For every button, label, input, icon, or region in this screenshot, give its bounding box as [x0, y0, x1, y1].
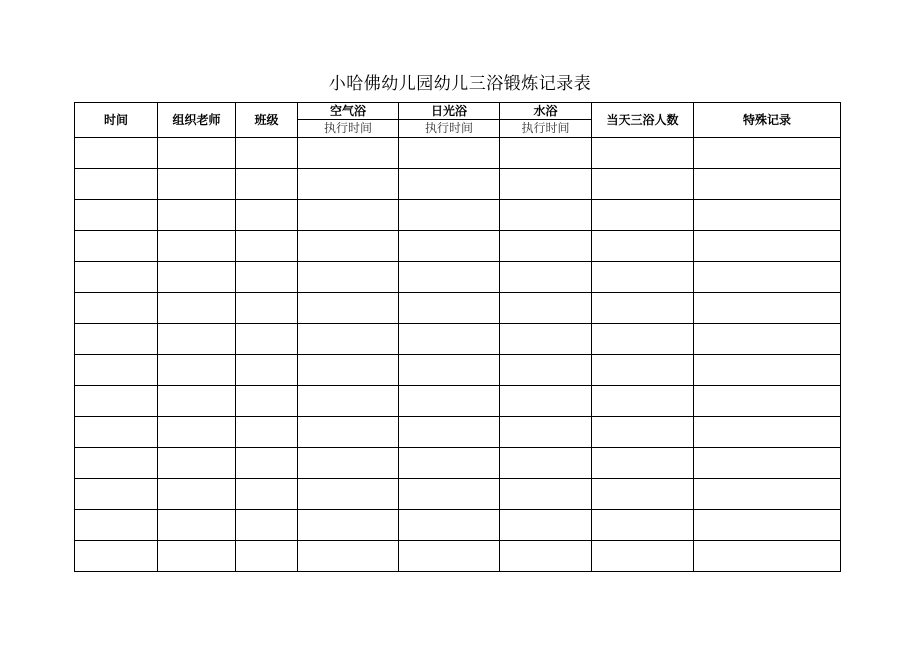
table-cell[interactable]: [399, 355, 500, 386]
table-cell[interactable]: [75, 510, 158, 541]
table-cell[interactable]: [236, 293, 298, 324]
table-cell[interactable]: [236, 200, 298, 231]
table-cell[interactable]: [694, 200, 841, 231]
table-cell[interactable]: [592, 200, 694, 231]
table-cell[interactable]: [236, 386, 298, 417]
table-cell[interactable]: [500, 510, 592, 541]
table-cell[interactable]: [298, 138, 399, 169]
table-cell[interactable]: [694, 169, 841, 200]
table-cell[interactable]: [399, 417, 500, 448]
table-cell[interactable]: [236, 262, 298, 293]
table-cell[interactable]: [399, 479, 500, 510]
table-cell[interactable]: [236, 231, 298, 262]
header-row: [75, 103, 841, 120]
subheader-water-exec-time: 执行时间: [500, 120, 592, 138]
table-cell[interactable]: [500, 324, 592, 355]
table-cell[interactable]: [592, 479, 694, 510]
table-cell[interactable]: [500, 169, 592, 200]
table-cell[interactable]: [399, 541, 500, 572]
table-cell[interactable]: [694, 479, 841, 510]
table-row: [75, 169, 841, 200]
table-cell[interactable]: [75, 200, 158, 231]
table-cell[interactable]: [158, 479, 236, 510]
table-cell[interactable]: [694, 355, 841, 386]
table-cell[interactable]: [75, 541, 158, 572]
table-cell[interactable]: [158, 417, 236, 448]
table-cell[interactable]: [399, 231, 500, 262]
header-time: 时间: [75, 103, 158, 138]
table-row: [75, 417, 841, 448]
subheader-sun-exec-time: 执行时间: [399, 120, 500, 138]
table-cell[interactable]: [298, 355, 399, 386]
table-cell[interactable]: [592, 138, 694, 169]
table-cell[interactable]: [399, 293, 500, 324]
table-cell[interactable]: [298, 479, 399, 510]
table-cell[interactable]: [236, 138, 298, 169]
table-cell[interactable]: [75, 324, 158, 355]
table-cell[interactable]: [298, 541, 399, 572]
header-class: 班级: [236, 103, 298, 138]
bath-exercise-record-table: [74, 102, 841, 572]
table-cell[interactable]: [158, 355, 236, 386]
table-cell[interactable]: [399, 138, 500, 169]
table-cell[interactable]: [500, 417, 592, 448]
table-cell[interactable]: [500, 386, 592, 417]
table-row: [75, 355, 841, 386]
table-cell[interactable]: [694, 138, 841, 169]
table-cell[interactable]: [75, 386, 158, 417]
table-cell[interactable]: [399, 386, 500, 417]
table-cell[interactable]: [158, 169, 236, 200]
table-cell[interactable]: [500, 293, 592, 324]
table-cell[interactable]: [236, 510, 298, 541]
table-cell[interactable]: [298, 262, 399, 293]
table-cell[interactable]: [75, 355, 158, 386]
table-cell[interactable]: [75, 262, 158, 293]
table-row: [75, 231, 841, 262]
table-cell[interactable]: [298, 324, 399, 355]
table-cell[interactable]: [75, 138, 158, 169]
table-cell[interactable]: [158, 262, 236, 293]
table-cell[interactable]: [500, 200, 592, 231]
table-cell[interactable]: [500, 262, 592, 293]
table-cell[interactable]: [236, 355, 298, 386]
table-cell[interactable]: [592, 169, 694, 200]
table-row: [75, 200, 841, 231]
table-cell[interactable]: [592, 262, 694, 293]
table-cell[interactable]: [298, 386, 399, 417]
table-cell[interactable]: [399, 448, 500, 479]
table-cell[interactable]: [158, 231, 236, 262]
table-cell[interactable]: [694, 386, 841, 417]
table-cell[interactable]: [399, 324, 500, 355]
table-cell[interactable]: [75, 231, 158, 262]
table-cell[interactable]: [75, 169, 158, 200]
table-cell[interactable]: [500, 541, 592, 572]
table-row: [75, 541, 841, 572]
table-cell[interactable]: [158, 386, 236, 417]
table-cell[interactable]: [298, 448, 399, 479]
table-cell[interactable]: [75, 417, 158, 448]
table-cell[interactable]: [694, 541, 841, 572]
table-row: [75, 510, 841, 541]
table-cell[interactable]: [500, 479, 592, 510]
table-cell[interactable]: [694, 262, 841, 293]
table-cell[interactable]: [236, 541, 298, 572]
header-water-bath: 水浴: [500, 103, 592, 120]
table-cell[interactable]: [236, 479, 298, 510]
table-cell[interactable]: [236, 448, 298, 479]
table-cell[interactable]: [399, 262, 500, 293]
subheader-air-exec-time: 执行时间: [298, 120, 399, 138]
table-row: [75, 324, 841, 355]
table-cell[interactable]: [592, 324, 694, 355]
table-row: [75, 262, 841, 293]
table-cell[interactable]: [236, 324, 298, 355]
table-cell[interactable]: [158, 541, 236, 572]
header-sun-bath: 日光浴: [399, 103, 500, 120]
table-cell[interactable]: [592, 293, 694, 324]
table-cell[interactable]: [75, 293, 158, 324]
table-cell[interactable]: [694, 293, 841, 324]
table-cell[interactable]: [592, 386, 694, 417]
table-cell[interactable]: [298, 417, 399, 448]
table-cell[interactable]: [158, 510, 236, 541]
header-special-notes: 特殊记录: [694, 103, 841, 138]
header-air-bath: 空气浴: [298, 103, 399, 120]
table-row: [75, 386, 841, 417]
table-cell[interactable]: [592, 355, 694, 386]
table-cell[interactable]: [500, 231, 592, 262]
table-cell[interactable]: [158, 138, 236, 169]
page-title: 小哈佛幼儿园幼儿三浴锻炼记录表: [328, 74, 592, 94]
table-cell[interactable]: [298, 293, 399, 324]
table-cell[interactable]: [592, 417, 694, 448]
table-cell[interactable]: [158, 324, 236, 355]
table-cell[interactable]: [399, 200, 500, 231]
header-bath-count: 当天三浴人数: [592, 103, 694, 138]
table-cell[interactable]: [500, 448, 592, 479]
table-cell[interactable]: [298, 231, 399, 262]
table-row: [75, 293, 841, 324]
table-cell[interactable]: [592, 448, 694, 479]
table-cell[interactable]: [694, 324, 841, 355]
table-cell[interactable]: [158, 448, 236, 479]
table-cell[interactable]: [592, 510, 694, 541]
table-row: [75, 138, 841, 169]
table-cell[interactable]: [75, 479, 158, 510]
table-cell[interactable]: [500, 355, 592, 386]
table-cell[interactable]: [399, 510, 500, 541]
table-body: [75, 138, 841, 572]
table-cell[interactable]: [694, 231, 841, 262]
table-cell[interactable]: [298, 169, 399, 200]
table-cell[interactable]: [592, 541, 694, 572]
table-cell[interactable]: [500, 138, 592, 169]
table-cell[interactable]: [298, 510, 399, 541]
table-cell[interactable]: [75, 448, 158, 479]
table-cell[interactable]: [694, 417, 841, 448]
table-row: [75, 448, 841, 479]
table-cell[interactable]: [399, 169, 500, 200]
table-cell[interactable]: [298, 200, 399, 231]
header-teacher: 组织老师: [158, 103, 236, 138]
table-cell[interactable]: [158, 293, 236, 324]
table-cell[interactable]: [694, 448, 841, 479]
table-row: [75, 479, 841, 510]
table-cell[interactable]: [236, 169, 298, 200]
table-cell[interactable]: [694, 510, 841, 541]
table-cell[interactable]: [158, 200, 236, 231]
table-cell[interactable]: [236, 417, 298, 448]
table-cell[interactable]: [592, 231, 694, 262]
